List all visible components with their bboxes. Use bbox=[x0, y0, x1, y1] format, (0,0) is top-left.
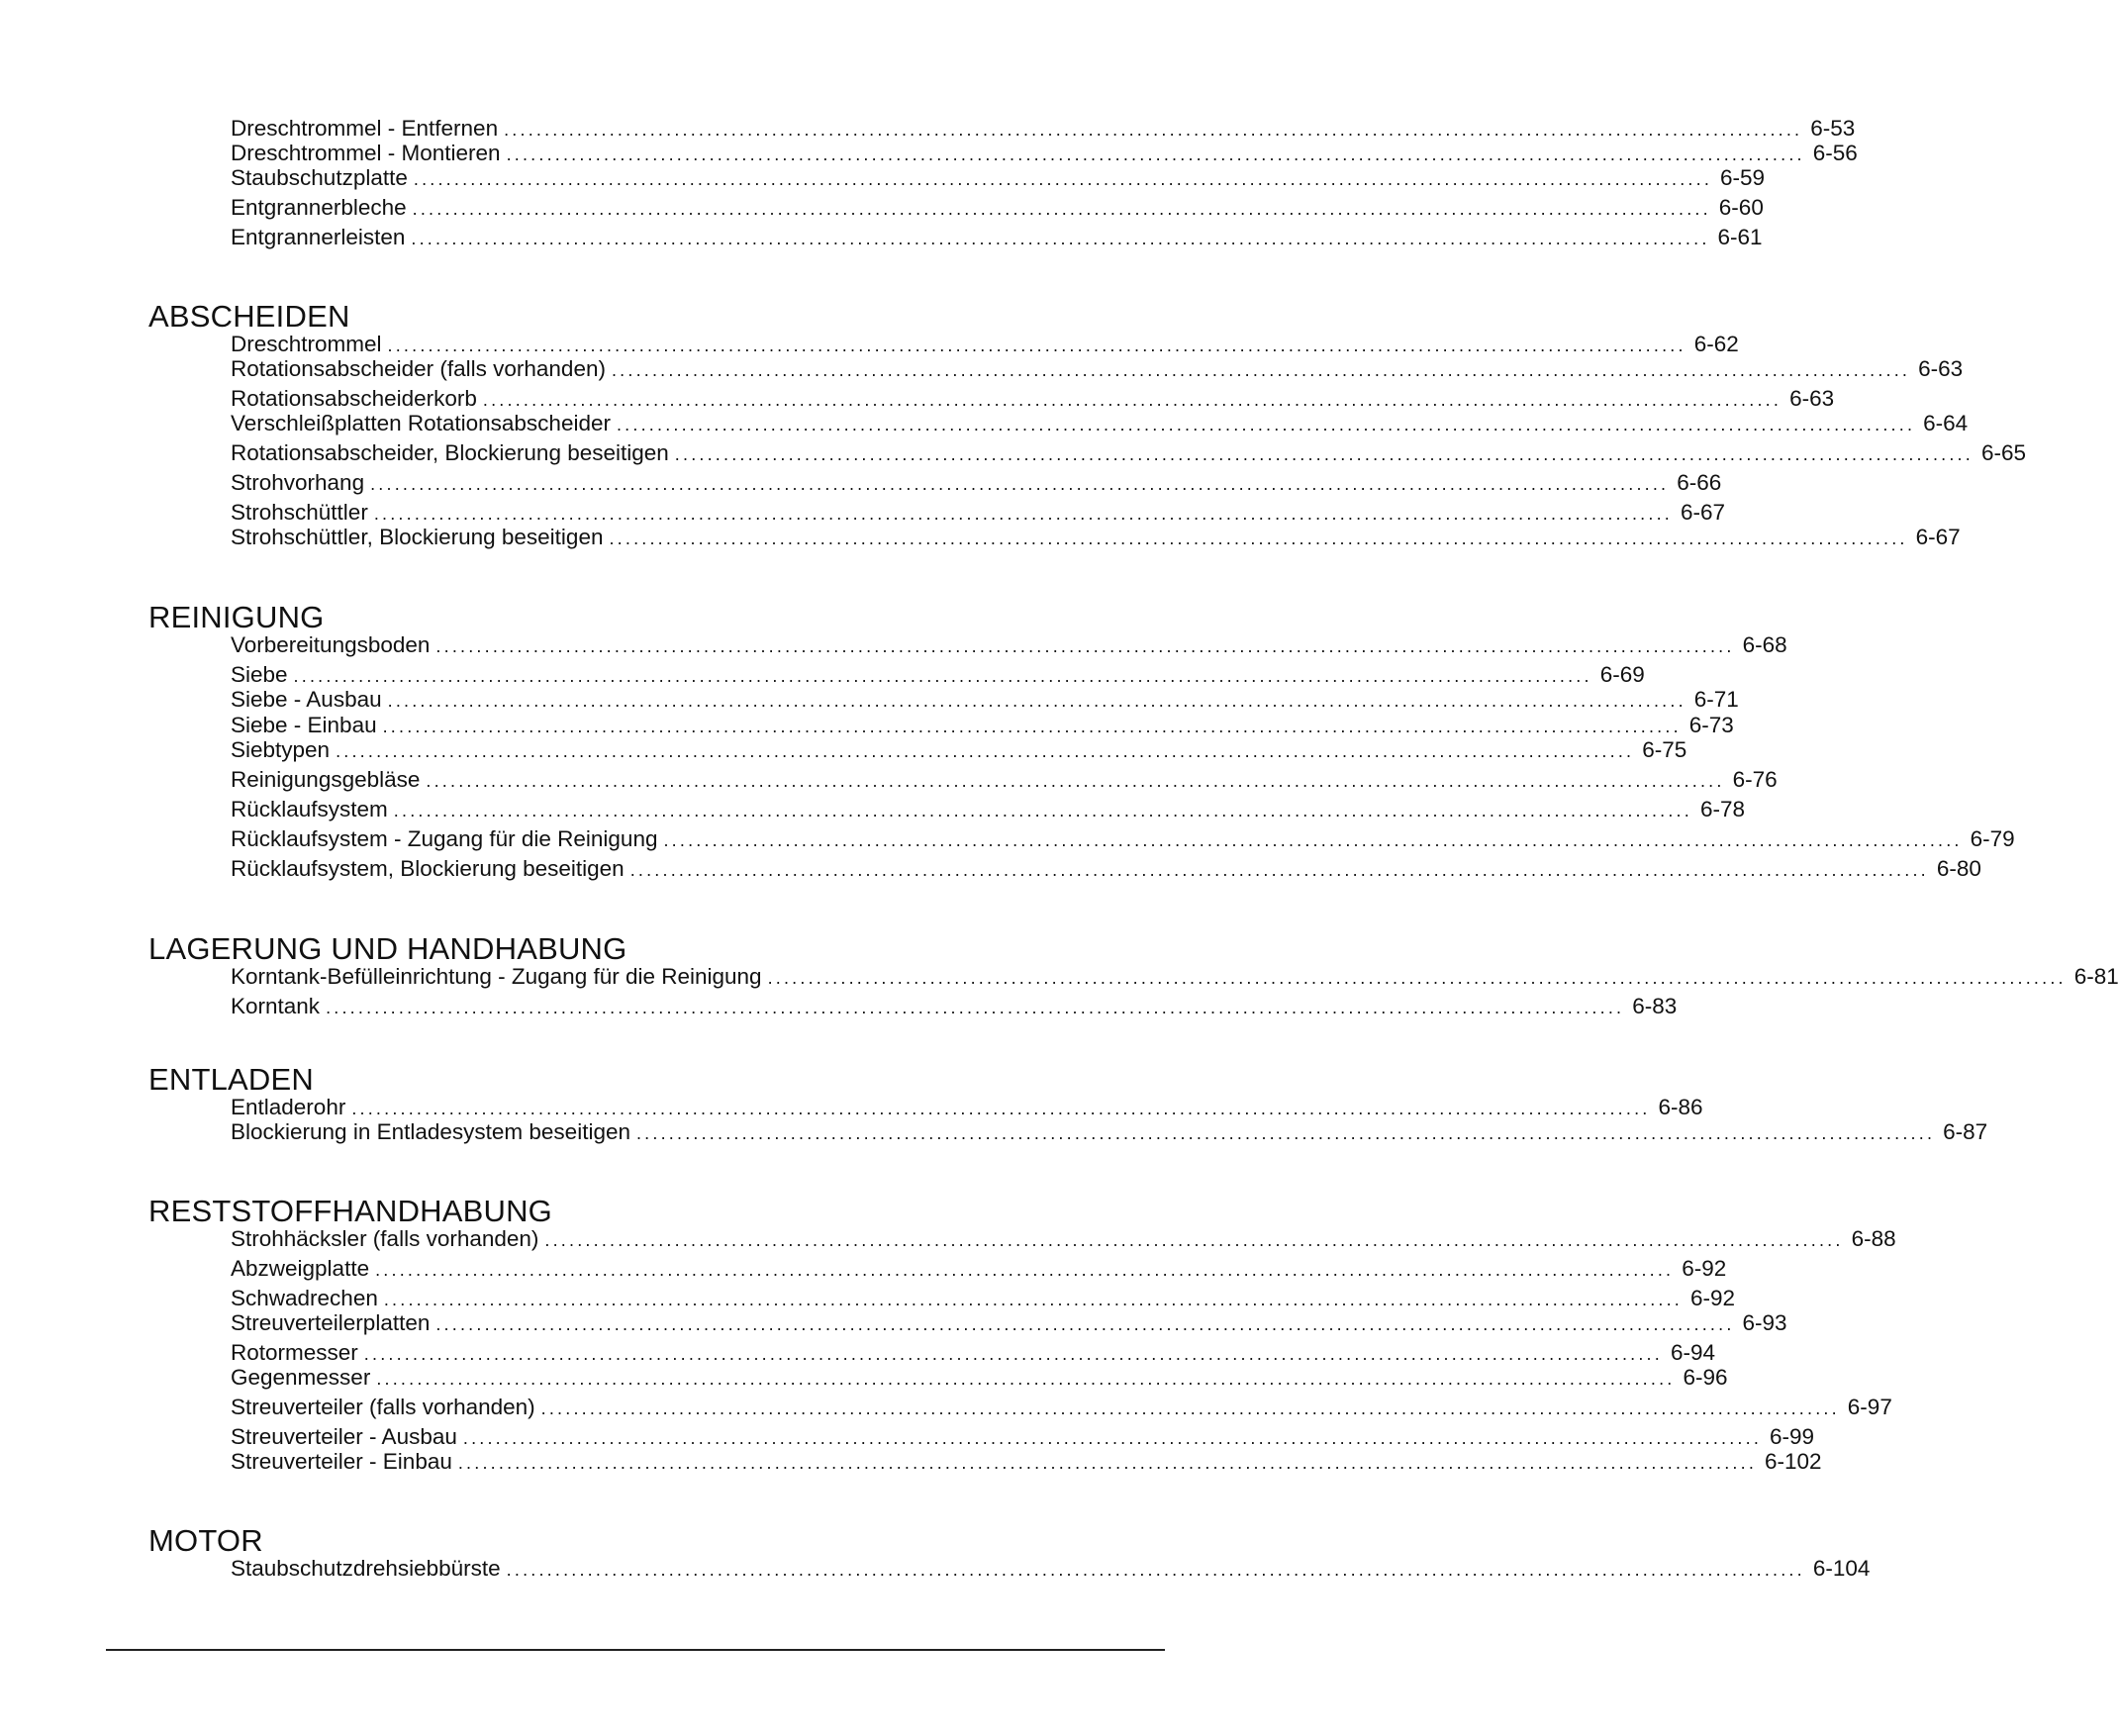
toc-entry[interactable] bbox=[231, 165, 1766, 191]
section-heading: ABSCHEIDEN bbox=[148, 299, 350, 334]
toc-entry[interactable] bbox=[231, 1340, 1715, 1366]
dot-leader: ................................................................................................................................................................ bbox=[336, 741, 1635, 761]
toc-entry[interactable] bbox=[231, 1556, 1871, 1582]
toc-entry-label: Staubschutzplatte bbox=[231, 165, 408, 190]
toc-entry[interactable] bbox=[231, 411, 1969, 436]
toc-entry-label: Schwadrechen bbox=[231, 1286, 378, 1310]
toc-entry-page: 6-80 bbox=[1936, 856, 1981, 881]
toc-entry-page: 6-86 bbox=[1658, 1095, 1703, 1119]
dot-leader: ................................................................................................................................................................ bbox=[674, 444, 1974, 464]
dot-leader: ................................................................................................................................................................ bbox=[351, 1099, 1651, 1118]
dot-leader: ................................................................................................................................................................ bbox=[506, 145, 1805, 164]
toc-entry[interactable] bbox=[231, 500, 1726, 526]
dot-leader: ................................................................................................................................................................ bbox=[387, 336, 1686, 355]
toc-entry[interactable] bbox=[231, 767, 1778, 793]
toc-entry[interactable] bbox=[231, 1226, 1896, 1252]
toc-entry[interactable] bbox=[231, 1395, 1892, 1420]
toc-entry-page: 6-63 bbox=[1789, 386, 1835, 411]
toc-entry-label: Streuverteiler - Ausbau bbox=[231, 1424, 457, 1449]
toc-entry[interactable] bbox=[231, 525, 1961, 550]
toc-entry-page: 6-94 bbox=[1670, 1340, 1715, 1365]
toc-entry-page: 6-66 bbox=[1677, 470, 1722, 495]
toc-entry-label: Entladerohr bbox=[231, 1095, 346, 1119]
toc-entry-page: 6-69 bbox=[1599, 662, 1645, 687]
toc-entry-label: Dreschtrommel bbox=[231, 332, 382, 356]
toc-entry-label: Korntank-Befülleinrichtung - Zugang für die Reinigung bbox=[231, 964, 762, 989]
toc-entry-label: Streuverteilerplatten bbox=[231, 1310, 431, 1335]
dot-leader: ................................................................................................................................................................ bbox=[326, 998, 1625, 1017]
toc-entry-label: Rücklaufsystem - Zugang für die Reinigung bbox=[231, 826, 658, 851]
dot-leader: ................................................................................................................................................................ bbox=[413, 169, 1713, 189]
toc-entry-page: 6-92 bbox=[1690, 1286, 1736, 1310]
toc-entry-page: 6-99 bbox=[1770, 1424, 1815, 1449]
toc-entry-label: Blockierung in Entladesystem beseitigen bbox=[231, 1119, 630, 1144]
dot-leader: ................................................................................................................................................................ bbox=[370, 474, 1670, 494]
toc-entry-label: Rotationsabscheiderkorb bbox=[231, 386, 477, 411]
dot-leader: ................................................................................................................................................................ bbox=[504, 120, 1803, 140]
toc-entry-page: 6-87 bbox=[1943, 1119, 1988, 1144]
toc-entry-page: 6-73 bbox=[1688, 713, 1734, 737]
toc-entry-page: 6-67 bbox=[1915, 525, 1961, 549]
toc-entry-page: 6-75 bbox=[1642, 737, 1687, 762]
dot-leader: ................................................................................................................................................................ bbox=[435, 636, 1735, 656]
toc-entry-page: 6-102 bbox=[1765, 1449, 1822, 1474]
toc-entry-page: 6-56 bbox=[1812, 141, 1858, 165]
toc-entry[interactable] bbox=[231, 470, 1722, 496]
toc-entry-page: 6-68 bbox=[1742, 632, 1787, 657]
toc-entry-label: Siebe - Ausbau bbox=[231, 687, 382, 712]
toc-entry-page: 6-61 bbox=[1717, 225, 1763, 249]
toc-entry[interactable] bbox=[231, 356, 1964, 382]
toc-entry-label: Rücklaufsystem, Blockierung beseitigen bbox=[231, 856, 625, 881]
dot-leader: ................................................................................................................................................................ bbox=[426, 771, 1725, 791]
dot-leader: ................................................................................................................................................................ bbox=[462, 1428, 1763, 1448]
toc-entry-page: 6-104 bbox=[1812, 1556, 1871, 1581]
dot-leader: ................................................................................................................................................................ bbox=[382, 717, 1682, 736]
toc-entry-page: 6-63 bbox=[1918, 356, 1964, 381]
toc-entry-page: 6-88 bbox=[1851, 1226, 1896, 1251]
dot-leader: ................................................................................................................................................................ bbox=[412, 199, 1711, 219]
toc-entry-page: 6-96 bbox=[1683, 1365, 1728, 1390]
toc-entry-page: 6-92 bbox=[1682, 1256, 1727, 1281]
toc-entry[interactable] bbox=[231, 386, 1835, 412]
toc-entry-label: Rotormesser bbox=[231, 1340, 358, 1365]
toc-entry[interactable] bbox=[231, 856, 1981, 882]
toc-entry-page: 6-97 bbox=[1847, 1395, 1892, 1419]
toc-entry-label: Dreschtrommel - Montieren bbox=[231, 141, 501, 165]
dot-leader: ................................................................................................................................................................ bbox=[629, 860, 1929, 880]
toc-entry-page: 6-81 bbox=[2073, 964, 2119, 989]
toc-entry[interactable] bbox=[231, 964, 2119, 990]
toc-entry-label: Siebtypen bbox=[231, 737, 331, 762]
toc-entry-page: 6-78 bbox=[1699, 797, 1745, 821]
toc-entry[interactable] bbox=[231, 632, 1787, 658]
section-heading: RESTSTOFFHANDHABUNG bbox=[148, 1194, 552, 1228]
toc-entry[interactable] bbox=[231, 332, 1739, 357]
toc-entry-label: Strohvorhang bbox=[231, 470, 365, 495]
toc-entry-page: 6-76 bbox=[1732, 767, 1778, 792]
dot-leader: ................................................................................................................................................................ bbox=[363, 1344, 1663, 1364]
toc-entry-page: 6-62 bbox=[1693, 332, 1739, 356]
section-heading: REINIGUNG bbox=[148, 600, 325, 634]
dot-leader: ................................................................................................................................................................ bbox=[767, 968, 2067, 988]
toc-entry[interactable] bbox=[231, 1286, 1736, 1311]
toc-entry[interactable] bbox=[231, 1119, 1988, 1145]
toc-entry[interactable] bbox=[231, 662, 1645, 688]
dot-leader: ................................................................................................................................................................ bbox=[375, 1260, 1675, 1280]
toc-entry-label: Korntank bbox=[231, 994, 321, 1018]
toc-entry-label: Rotationsabscheider (falls vorhanden) bbox=[231, 356, 606, 381]
toc-entry[interactable] bbox=[231, 141, 1858, 166]
dot-leader: ................................................................................................................................................................ bbox=[482, 390, 1782, 410]
toc-entry-label: Reinigungsgebläse bbox=[231, 767, 421, 792]
dot-leader: ................................................................................................................................................................ bbox=[609, 529, 1908, 548]
dot-leader: ................................................................................................................................................................ bbox=[383, 1290, 1683, 1309]
dot-leader: ................................................................................................................................................................ bbox=[411, 229, 1710, 248]
dot-leader: ................................................................................................................................................................ bbox=[663, 830, 1963, 850]
toc-entry[interactable] bbox=[231, 1449, 1822, 1475]
section-heading: ENTLADEN bbox=[148, 1062, 314, 1097]
toc-entry[interactable] bbox=[231, 1256, 1727, 1282]
toc-entry[interactable] bbox=[231, 687, 1739, 713]
toc-entry-label: Streuverteiler (falls vorhanden) bbox=[231, 1395, 535, 1419]
toc-entry[interactable] bbox=[231, 797, 1745, 822]
toc-entry[interactable] bbox=[231, 737, 1687, 763]
toc-entry-page: 6-65 bbox=[1980, 440, 2026, 465]
toc-entry-page: 6-83 bbox=[1632, 994, 1678, 1018]
toc-entry-label: Staubschutzdrehsiebbürste bbox=[231, 1556, 501, 1581]
dot-leader: ................................................................................................................................................................ bbox=[611, 360, 1911, 380]
toc-entry-page: 6-60 bbox=[1718, 195, 1764, 220]
toc-entry-label: Strohschüttler bbox=[231, 500, 368, 525]
toc-entry-label: Entgrannerleisten bbox=[231, 225, 406, 249]
dot-leader: ................................................................................................................................................................ bbox=[387, 691, 1686, 711]
toc-entry-page: 6-93 bbox=[1742, 1310, 1787, 1335]
toc-entry-label: Siebe - Einbau bbox=[231, 713, 377, 737]
toc-entry-page: 6-71 bbox=[1693, 687, 1739, 712]
toc-entry[interactable] bbox=[231, 713, 1734, 738]
section-heading: MOTOR bbox=[148, 1523, 263, 1558]
toc-entry-label: Gegenmesser bbox=[231, 1365, 371, 1390]
toc-entry[interactable] bbox=[231, 994, 1678, 1019]
toc-entry-label: Verschleißplatten Rotationsabscheider bbox=[231, 411, 611, 435]
dot-leader: ................................................................................................................................................................ bbox=[540, 1398, 1840, 1418]
dot-leader: ................................................................................................................................................................ bbox=[293, 666, 1592, 686]
toc-entry-page: 6-79 bbox=[1970, 826, 2015, 851]
toc-entry-label: Streuverteiler - Einbau bbox=[231, 1449, 452, 1474]
dot-leader: ................................................................................................................................................................ bbox=[457, 1453, 1758, 1473]
toc-entry-label: Dreschtrommel - Entfernen bbox=[231, 116, 499, 141]
toc-entry-label: Rotationsabscheider, Blockierung beseitigen bbox=[231, 440, 669, 465]
toc-entry[interactable] bbox=[231, 195, 1764, 221]
toc-entry-label: Rücklaufsystem bbox=[231, 797, 388, 821]
toc-entry[interactable] bbox=[231, 440, 2026, 466]
toc-entry[interactable] bbox=[231, 1310, 1787, 1336]
toc-entry[interactable] bbox=[231, 1365, 1728, 1391]
section-heading: LAGERUNG UND HANDHABUNG bbox=[148, 931, 627, 966]
dot-leader: ................................................................................................................................................................ bbox=[376, 1369, 1676, 1389]
toc-entry-label: Abzweigplatte bbox=[231, 1256, 370, 1281]
footer-rule bbox=[106, 1649, 1165, 1651]
toc-entry-page: 6-59 bbox=[1720, 165, 1766, 190]
toc-entry-page: 6-67 bbox=[1680, 500, 1726, 525]
toc-entry[interactable] bbox=[231, 225, 1763, 250]
toc-entry-page: 6-53 bbox=[1810, 116, 1856, 141]
toc-entry-label: Vorbereitungsboden bbox=[231, 632, 431, 657]
dot-leader: ................................................................................................................................................................ bbox=[393, 801, 1692, 820]
toc-entry-label: Strohhäcksler (falls vorhanden) bbox=[231, 1226, 539, 1251]
dot-leader: ................................................................................................................................................................ bbox=[635, 1123, 1936, 1143]
toc-entry-label: Strohschüttler, Blockierung beseitigen bbox=[231, 525, 604, 549]
dot-leader: ................................................................................................................................................................ bbox=[373, 504, 1673, 524]
dot-leader: ................................................................................................................................................................ bbox=[544, 1230, 1844, 1250]
dot-leader: ................................................................................................................................................................ bbox=[616, 415, 1916, 434]
dot-leader: ................................................................................................................................................................ bbox=[435, 1314, 1735, 1334]
toc-entry[interactable] bbox=[231, 1095, 1703, 1120]
toc-entry[interactable] bbox=[231, 1424, 1815, 1450]
toc-entry[interactable] bbox=[231, 826, 2015, 852]
dot-leader: ................................................................................................................................................................ bbox=[506, 1560, 1805, 1580]
toc-entry-label: Siebe bbox=[231, 662, 288, 687]
toc-entry-label: Entgrannerbleche bbox=[231, 195, 407, 220]
toc-entry[interactable] bbox=[231, 116, 1856, 142]
toc-entry-page: 6-64 bbox=[1923, 411, 1969, 435]
